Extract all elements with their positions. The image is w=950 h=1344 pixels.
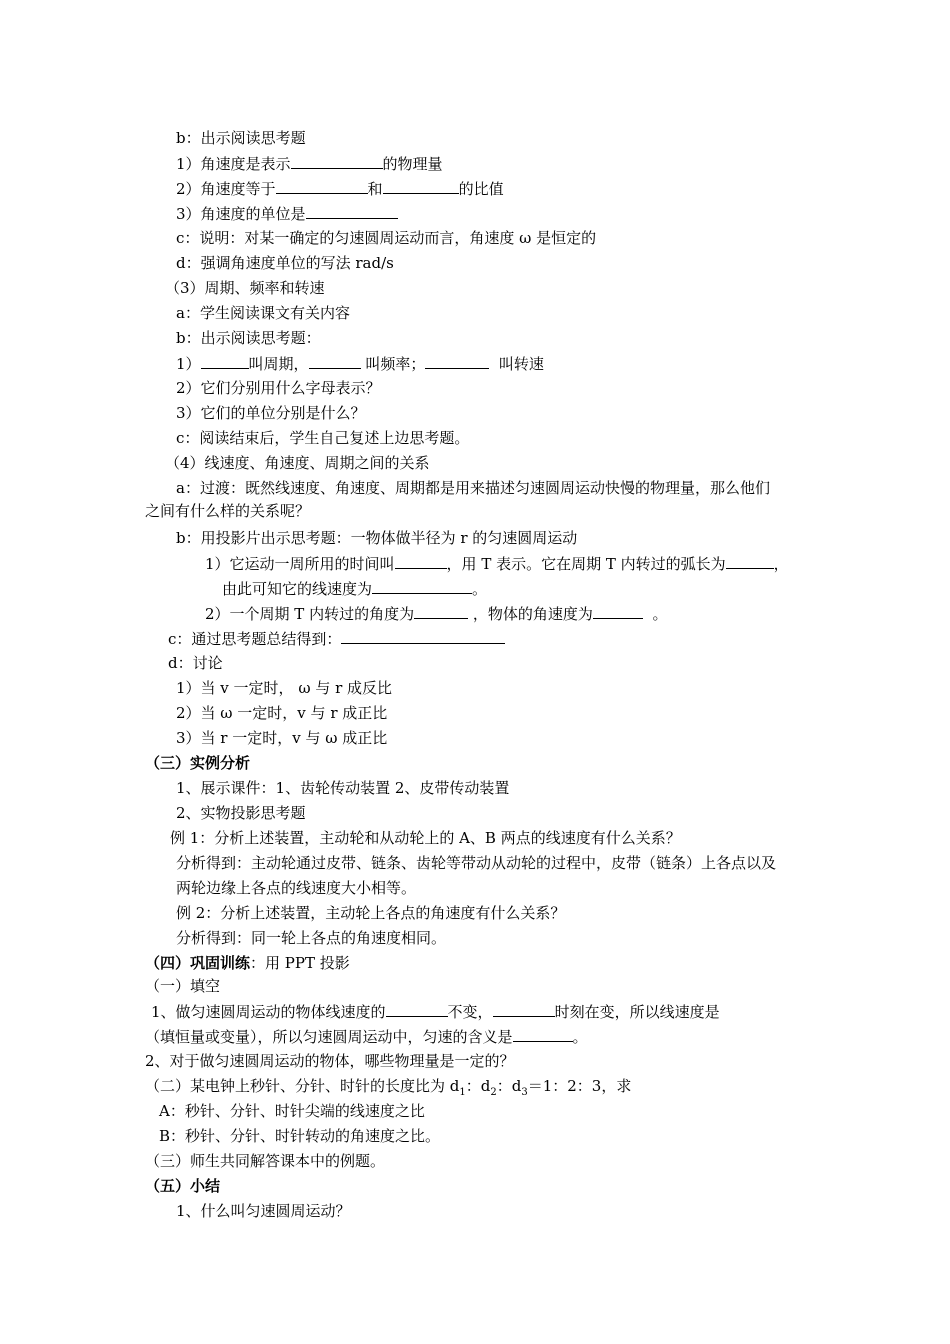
blank-line bbox=[372, 578, 472, 594]
question-line bbox=[168, 628, 505, 649]
text-span: （二）某电钟上秒针、分针、时针的长度比为 d bbox=[145, 1077, 460, 1095]
text-span: 1、做匀速圆周运动的物体线速度的 bbox=[151, 1003, 386, 1021]
text-line: d：强调角速度单位的写法 rad/s bbox=[176, 254, 394, 272]
text-span: 1）角速度是表示 bbox=[176, 155, 291, 173]
blank-line bbox=[493, 1001, 555, 1017]
text-span: ＝1：2：3，求 bbox=[527, 1077, 632, 1095]
text-line: 2）它们分别用什么字母表示？ bbox=[176, 379, 381, 397]
section-heading bbox=[145, 953, 350, 973]
text-span: ：d bbox=[496, 1077, 522, 1095]
subscript: 2 bbox=[490, 1087, 497, 1098]
text-line: 3）当 r 一定时，v 与 ω 成正比 bbox=[176, 729, 388, 747]
text-span: 叫频率； bbox=[365, 355, 426, 373]
text-span: ，物体的角速度为 bbox=[472, 605, 593, 623]
text-line: b：出示阅读思考题： bbox=[176, 329, 321, 347]
text-line: d：讨论 bbox=[168, 654, 223, 672]
question-line bbox=[205, 603, 667, 624]
question-line bbox=[222, 578, 487, 599]
text-span: 的物理量 bbox=[382, 155, 443, 173]
text-span: 1）它运动一周所用的时间叫 bbox=[205, 555, 395, 573]
question-line bbox=[176, 153, 443, 174]
blank-line bbox=[276, 178, 368, 194]
blank-line bbox=[291, 153, 383, 169]
text-line: 分析得到：同一轮上各点的角速度相同。 bbox=[176, 929, 447, 947]
text-span: 叫周期， bbox=[248, 355, 309, 373]
text-line: b：出示阅读思考题 bbox=[176, 129, 306, 147]
text-span: ：用 PPT 投影 bbox=[250, 954, 350, 972]
subscript: 1 bbox=[459, 1087, 466, 1098]
subscript: 3 bbox=[521, 1087, 528, 1098]
text-line: c：阅读结束后，学生自己复述上边思考题。 bbox=[176, 429, 470, 447]
text-span: 不变， bbox=[447, 1003, 493, 1021]
text-span: ：d bbox=[465, 1077, 491, 1095]
text-line: 1、展示课件：1、齿轮传动装置 2、皮带传动装置 bbox=[176, 779, 510, 797]
question-line bbox=[176, 178, 504, 199]
text-line: 例 2：分析上述装置，主动轮上各点的角速度有什么关系？ bbox=[176, 904, 566, 922]
text-line: 例 1：分析上述装置，主动轮和从动轮上的 A、B 两点的线速度有什么关系？ bbox=[170, 829, 681, 847]
text-line: a：过渡：既然线速度、角速度、周期都是用来描述匀速圆周运动快慢的物理量，那么他们 bbox=[176, 479, 770, 497]
text-span: ，用 T 表示。它在周期 T 内转过的弧长为 bbox=[446, 555, 726, 573]
text-line: 之间有什么样的关系呢？ bbox=[145, 502, 311, 520]
blank-line bbox=[414, 603, 468, 619]
question-line bbox=[176, 353, 544, 374]
blank-line bbox=[386, 1001, 448, 1017]
question-line bbox=[145, 1026, 588, 1047]
text-line: b：用投影片出示思考题：一物体做半径为 r 的匀速圆周运动 bbox=[176, 529, 578, 547]
text-line: 1、什么叫匀速圆周运动？ bbox=[176, 1202, 351, 1220]
text-line: a：学生阅读课文有关内容 bbox=[176, 304, 350, 322]
blank-line bbox=[383, 178, 459, 194]
question-line bbox=[151, 1001, 720, 1022]
text-line: 分析得到：主动轮通过皮带、链条、齿轮等带动从动轮的过程中，皮带（链条）上各点以及 bbox=[176, 854, 777, 872]
blank-line bbox=[201, 353, 249, 369]
blank-line bbox=[341, 628, 505, 644]
text-line: A：秒针、分针、时针尖端的线速度之比 bbox=[159, 1102, 425, 1120]
text-span: 。 bbox=[472, 580, 488, 598]
section-heading: （4）线速度、角速度、周期之间的关系 bbox=[165, 454, 430, 472]
blank-line bbox=[513, 1026, 573, 1042]
text-span: ， bbox=[773, 555, 789, 573]
section-heading: （五）小结 bbox=[145, 1177, 221, 1195]
question-line bbox=[205, 553, 789, 574]
text-line: 2）当 ω 一定时，v 与 r 成正比 bbox=[176, 704, 388, 722]
section-heading: （3）周期、频率和转速 bbox=[165, 279, 325, 297]
text-span: 1） bbox=[176, 355, 201, 373]
blank-line bbox=[425, 353, 489, 369]
text-span: 和 bbox=[367, 180, 383, 198]
text-line: 两轮边缘上各点的线速度大小相等。 bbox=[176, 879, 417, 897]
text-span: （填恒量或变量），所以匀速圆周运动中，匀速的含义是 bbox=[145, 1028, 513, 1046]
text-line: 3）它们的单位分别是什么？ bbox=[176, 404, 366, 422]
text-span: c：通过思考题总结得到： bbox=[168, 630, 342, 648]
text-span: 。 bbox=[652, 605, 668, 623]
text-span: 3）角速度的单位是 bbox=[176, 205, 306, 223]
question-line bbox=[145, 1076, 631, 1103]
text-span: 由此可知它的线速度为 bbox=[222, 580, 373, 598]
text-line: 2、对于做匀速圆周运动的物体，哪些物理量是一定的？ bbox=[145, 1052, 515, 1070]
text-line: （一）填空 bbox=[145, 977, 221, 995]
question-line bbox=[176, 203, 398, 224]
blank-line bbox=[726, 553, 774, 569]
blank-line bbox=[306, 203, 398, 219]
text-span: 时刻在变，所以线速度是 bbox=[554, 1003, 720, 1021]
blank-line bbox=[593, 603, 643, 619]
text-span: 。 bbox=[572, 1028, 588, 1046]
text-span: 2）一个周期 T 内转过的角度为 bbox=[205, 605, 415, 623]
text-span: 叫转速 bbox=[498, 355, 544, 373]
text-line: c：说明：对某一确定的匀速圆周运动而言，角速度 ω 是恒定的 bbox=[176, 229, 597, 247]
text-line: B：秒针、分针、时针转动的角速度之比。 bbox=[159, 1127, 441, 1145]
text-line: （三）师生共同解答课本中的例题。 bbox=[145, 1152, 386, 1170]
blank-line bbox=[395, 553, 447, 569]
text-span: 2）角速度等于 bbox=[176, 180, 276, 198]
text-line: 1）当 v 一定时， ω 与 r 成反比 bbox=[176, 679, 393, 697]
text-span: 的比值 bbox=[458, 180, 504, 198]
section-heading: （三）实例分析 bbox=[145, 754, 251, 772]
blank-line bbox=[309, 353, 361, 369]
heading-bold-span: （四）巩固训练 bbox=[145, 954, 251, 972]
text-line: 2、实物投影思考题 bbox=[176, 804, 306, 822]
